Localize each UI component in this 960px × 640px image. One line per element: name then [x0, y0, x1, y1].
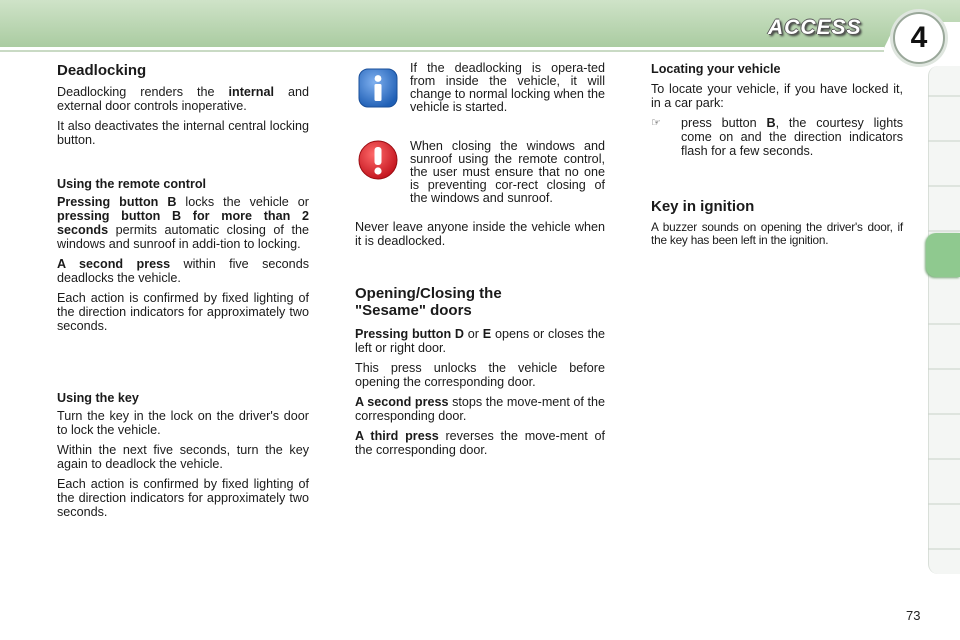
middle-paragraph: This press unlocks the vehicle before opening the corresponding door.: [355, 361, 605, 389]
right-paragraph: To locate your vehicle, if you have locked it, in a car park:: [651, 82, 903, 110]
key-ignition-heading: Key in ignition: [651, 198, 755, 215]
left-paragraph: Pressing button B locks the vehicle or pressing button B for more than 2 seconds permits automatic closing of the windows and sunroof in addi-tion to locking.: [57, 195, 309, 251]
warning-icon: [358, 140, 398, 180]
bullet-item: ☞ press button B, the courtesy lights come on and the direction indicators flash for a few seconds.: [651, 116, 904, 158]
middle-paragraph: A third press reverses the move-ment of the corresponding door.: [355, 429, 605, 457]
sesame-doors-heading: Opening/Closing the "Sesame" doors: [355, 285, 502, 319]
right-paragraph: A buzzer sounds on opening the driver's door, if the key has been left in the ignition.: [651, 220, 903, 247]
locating-vehicle-heading: Locating your vehicle: [651, 62, 781, 76]
page-number: 73: [906, 608, 921, 623]
side-tab-active: [926, 233, 960, 277]
info-icon: [358, 68, 398, 108]
left-paragraph: Deadlocking renders the internal and external door controls inoperative.: [57, 85, 310, 113]
right-column: [651, 62, 903, 253]
using-key-heading: Using the key: [57, 391, 139, 405]
middle-paragraph: Never leave anyone inside the vehicle when it is deadlocked.: [355, 220, 605, 248]
left-paragraph: A second press within five seconds deadlocks the vehicle.: [57, 257, 309, 285]
chapter-title: ACCESS: [768, 16, 862, 39]
left-paragraph: It also deactivates the internal central locking button.: [57, 119, 309, 147]
left-paragraph: Each action is confirmed by fixed lighting of the direction indicators for approximately two seconds.: [57, 477, 309, 519]
info-note: If the deadlocking is opera-ted from inside the vehicle, it will change to normal locking when the vehicle is started.: [410, 61, 605, 114]
deadlocking-heading: Deadlocking: [57, 62, 147, 79]
pointing-hand-icon: ☞: [651, 117, 661, 129]
left-paragraph: Turn the key in the lock on the driver's door to lock the vehicle.: [57, 409, 309, 437]
side-tab-dividers: [928, 66, 960, 574]
middle-column: [355, 220, 605, 463]
warning-note: When closing the windows and sunroof using the remote control, the user must ensure that no one is preventing cor-rect closing of the windows and sunroof.: [410, 139, 605, 205]
left-paragraph: Each action is confirmed by fixed lighting of the direction indicators for approximately two seconds.: [57, 291, 309, 333]
remote-control-heading: Using the remote control: [57, 177, 207, 191]
left-column: [57, 62, 309, 525]
middle-paragraph: A second press stops the move-ment of the corresponding door.: [355, 395, 605, 423]
middle-paragraph: Pressing button D or E opens or closes the left or right door.: [355, 327, 606, 355]
chapter-number-badge: 4: [893, 12, 945, 64]
left-paragraph: Within the next five seconds, turn the key again to deadlock the vehicle.: [57, 443, 309, 471]
